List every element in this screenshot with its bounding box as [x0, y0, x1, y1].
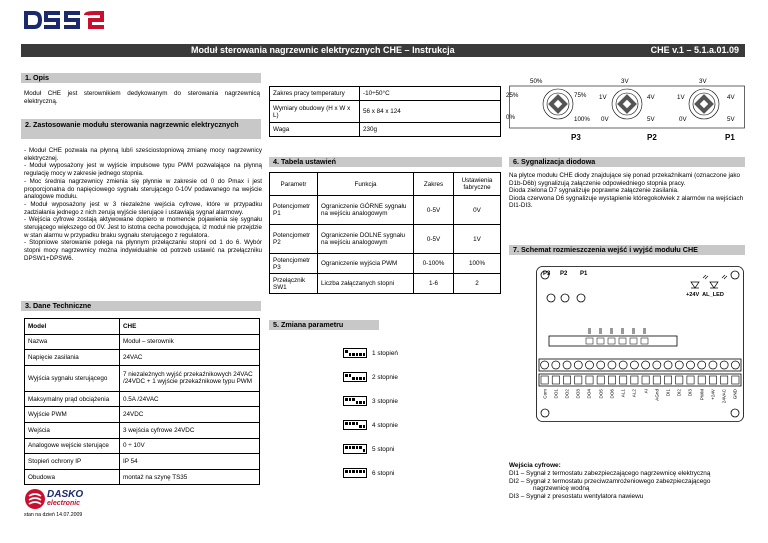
board-dip-cell — [630, 338, 637, 344]
col-funkcja: Funkcja — [318, 173, 414, 196]
p3-left-label: 25% — [506, 92, 519, 99]
p1-name: P1 — [725, 133, 735, 142]
tech-value-cell: CHE — [120, 319, 260, 335]
p2-min-label: 0V — [601, 116, 609, 123]
p1-max-label: 5V — [727, 116, 735, 123]
terminal-label: Com — [542, 389, 548, 399]
terminal-label: DO2 — [564, 389, 570, 399]
tech-value-cell: 24VDC — [120, 407, 260, 423]
terminal-block — [575, 376, 582, 384]
terminal-screw — [675, 361, 683, 369]
terminal-label: +24V — [710, 389, 716, 400]
board-p2-label: P2 — [560, 271, 568, 277]
terminal-labels — [539, 388, 741, 416]
settings-cell: 1V — [454, 225, 501, 254]
table-row — [270, 87, 501, 101]
dasko-logo-text: DASKO — [47, 489, 84, 500]
table-row — [25, 469, 260, 485]
settings-cell: Przełącznik SW1 — [270, 274, 318, 294]
p3-name: P3 — [571, 133, 581, 142]
board-dip-cell — [586, 338, 593, 344]
dip-setting-row — [343, 341, 433, 365]
section-1-text: Moduł CHE jest sterownikiem dedykowanym do sterowania nagrzewnicą elektryczną. — [24, 90, 260, 105]
dip-switch-list — [343, 341, 433, 485]
terminal-screw — [597, 361, 605, 369]
terminal-block — [552, 376, 559, 384]
table-row — [270, 101, 501, 123]
tech-label-cell: Model — [25, 319, 120, 335]
table-row — [25, 319, 260, 335]
board-p3-label: P3 — [543, 271, 551, 277]
digital-input-1: DI1 – Sygnał z termostatu zabezpieczającego nagrzewnicę elektryczną — [509, 469, 711, 477]
dip-setting-label: 5 stopni — [372, 445, 395, 453]
dasko-emblem-icon — [24, 488, 46, 510]
terminal-label: DO5 — [598, 389, 604, 399]
dip-setting-row — [343, 365, 433, 389]
terminal-block — [664, 376, 671, 384]
table-row — [25, 334, 260, 350]
settings-cell: Potencjometr P1 — [270, 196, 318, 225]
terminal-label: GND — [732, 389, 738, 400]
dip-setting-row — [343, 461, 433, 485]
terminal-label: DI3 — [687, 389, 693, 397]
dip-setting-row — [343, 437, 433, 461]
table-row — [25, 422, 260, 438]
terminal-screw — [574, 361, 582, 369]
terminal-screw — [630, 361, 638, 369]
footer-date: stan na dzień 14.07.2009 — [24, 512, 83, 518]
dip-setting-label: 1 stopień — [372, 349, 398, 357]
p1-right-label: 4V — [727, 94, 735, 101]
tech-label-cell: Waga — [270, 123, 360, 137]
terminal-label: DO3 — [575, 389, 581, 399]
settings-cell: Potencjometr P3 — [270, 254, 318, 274]
settings-cell: 2 — [454, 274, 501, 294]
terminal-block — [563, 376, 570, 384]
tech-value-cell: Moduł – sterownik — [120, 334, 260, 350]
tech-label-cell: Wejścia — [25, 422, 120, 438]
table-row — [25, 391, 260, 407]
terminal-label: DO6 — [609, 389, 615, 399]
terminal-screw — [608, 361, 616, 369]
digital-inputs — [509, 462, 745, 501]
section-2-heading: 2. Zastosowanie modułu sterowania nagrzewnic elektrycznych — [21, 119, 261, 139]
section-6-text: Na płytce modułu CHE diody znajdujące się ponad przekaźnikami (oznaczone jako D1b-D6b) sygnalizują załączenie odpowiedniego stopnia pracy. Dioda zielona D7 sygnalizuje poprawne załączenie zasilania. Dioda czerwona D6 sygnalizuje wystąpienie któregokolwiek z alarmów na wejściach DI1-DI3. — [509, 172, 744, 210]
terminal-block — [586, 376, 593, 384]
board-dip-cell — [608, 338, 615, 344]
tech-value-cell: -10÷50°C — [360, 87, 501, 101]
section-5-heading: 5. Zmiana parametru — [269, 320, 379, 330]
p2-left-label: 1V — [599, 94, 607, 101]
terminal-screw — [720, 361, 728, 369]
section-2-text: - Moduł CHE pozwala na płynną lub/i sześciostopniową zmianę mocy nagrzewnicy elektrycznej. - Moduł wyposażony jest w wyjście impulsowe typu PWM pozwalające na płynną regulację mocy w zakresie jednego stopnia. - Moc średnia nagrzewnicy zmienia się płynnie w zakresie od 0 do Pmax i jest proporcjonalna do napięciowego sygnału sterującego 0-10V podawanego na wejście analogowe modułu. - Moduł wyposażony jest w 3 niezależne wejścia cyfrowe, które w przypadku zadziałania jednego z nich zerują wyjście sterujące i ustawiają sygnał alarmowy. - Wejścia cyfrowe zostają aktywowane dopiero w momencie pojawienia się sygnału sterującego większego od 0V. Jest to istotna cecha powodująca, iż moduł nie przejdzie w stan alarmu w przypadku braku sygnału sterującego z regulatora. - Stopniowe sterowanie polega na płynnym przełączaniu stopni od 1 do 6. Wybór stopni mocy nagrzewnicy można indywidualnie od potrzeb ustawić na przełączniku DPSW1+DPSW6. — [24, 147, 262, 262]
col-fabryczne: Ustawienia fabryczne — [454, 173, 501, 196]
tech-data-table-2 — [269, 86, 501, 137]
board-dip-cell — [619, 338, 626, 344]
tech-value-cell: 3 wejścia cyfrowe 24VDC — [120, 422, 260, 438]
terminal-screw — [731, 361, 739, 369]
tech-label-cell: Wymiary obudowy (H x W x L) — [270, 101, 360, 123]
col-zakres: Zakres — [414, 173, 454, 196]
terminal-block — [597, 376, 604, 384]
terminal-screw — [552, 361, 560, 369]
p2-right-label: 4V — [647, 94, 655, 101]
section-3-heading: 3. Dane Techniczne — [21, 301, 261, 311]
dip-setting-row — [343, 389, 433, 413]
tech-label-cell: Analogowe wejście sterujące — [25, 438, 120, 454]
terminal-label: DO4 — [586, 389, 592, 399]
terminal-screw — [619, 361, 627, 369]
digital-input-2: DI2 – Sygnał z termostatu przeciwzamrożeniowego zabezpieczającego nagrzewnicę wodną — [509, 477, 711, 493]
settings-cell: Ograniczenie wyjścia PWM — [318, 254, 414, 274]
settings-cell: 0V — [454, 196, 501, 225]
dip-setting-label: 3 stopnie — [372, 397, 398, 405]
p2-top-label: 3V — [621, 78, 629, 85]
terminal-screw — [698, 361, 706, 369]
digital-inputs-heading: Wejścia cyfrowe: — [509, 462, 561, 469]
table-row — [270, 225, 501, 254]
dip-switch-icon — [343, 348, 367, 358]
dip-switch-icon — [343, 372, 367, 382]
tech-value-cell: montaż na szynę TS35 — [120, 469, 260, 485]
section-4-heading: 4. Tabela ustawień — [269, 157, 502, 167]
terminal-block — [709, 376, 716, 384]
potentiometer-drawing — [509, 78, 745, 148]
board-led-label: +24V AL_LED — [686, 292, 724, 298]
settings-cell: 0-5V — [414, 196, 454, 225]
table-row — [25, 454, 260, 470]
terminal-block — [653, 376, 660, 384]
board-schematic — [536, 266, 744, 422]
settings-cell: 0-5V — [414, 225, 454, 254]
table-row — [270, 196, 501, 225]
tech-label-cell: Wyjście PWM — [25, 407, 120, 423]
section-6-heading: 6. Sygnalizacja diodowa — [509, 157, 745, 167]
dip-setting-row — [343, 413, 433, 437]
tech-label-cell: Zakres pracy temperatury — [270, 87, 360, 101]
tech-label-cell: Nazwa — [25, 334, 120, 350]
dip-switch-icon — [343, 396, 367, 406]
tech-label-cell: Obudowa — [25, 469, 120, 485]
tech-value-cell: 0 ÷ 10V — [120, 438, 260, 454]
digital-input-3: DI3 – Sygnał z presostatu wentylatora nawiewu — [509, 493, 644, 501]
terminal-block — [608, 376, 615, 384]
table-row — [270, 274, 501, 294]
terminal-screw — [709, 361, 717, 369]
dss2-logo — [24, 9, 114, 31]
section-1-heading: 1. Opis — [21, 73, 261, 83]
dip-switch-icon — [343, 468, 367, 478]
table-row — [270, 254, 501, 274]
table-row — [25, 350, 260, 366]
tech-label-cell: Maksymalny prąd obciążenia — [25, 391, 120, 407]
terminal-block — [698, 376, 705, 384]
terminal-label: AI — [643, 389, 649, 394]
terminal-screw — [687, 361, 695, 369]
tech-value-cell: IP 54 — [120, 454, 260, 470]
terminal-block — [620, 376, 627, 384]
p3-right-label: 75% — [574, 92, 587, 99]
board-p1-label: P1 — [580, 271, 588, 277]
terminal-screw — [664, 361, 672, 369]
terminal-block — [732, 376, 739, 384]
col-parametr: Parametr — [270, 173, 318, 196]
p1-top-label: 3V — [699, 78, 707, 85]
terminal-screw — [642, 361, 650, 369]
settings-table — [269, 172, 501, 294]
terminal-label: DO1 — [553, 389, 559, 399]
dip-setting-label: 4 stopnie — [372, 421, 398, 429]
tech-value-cell: 56 x 84 x 124 — [360, 101, 501, 123]
table-row — [25, 365, 260, 391]
terminal-label: AGnd — [654, 389, 660, 401]
potentiometer-panel — [506, 78, 745, 148]
p1-left-label: 1V — [677, 94, 685, 101]
p2-max-label: 5V — [647, 116, 655, 123]
settings-cell: Ograniczenie DOLNE sygnału na wejściu analogowym — [318, 225, 414, 254]
terminal-label: 24VAC — [721, 389, 727, 404]
p3-max-label: 100% — [574, 116, 590, 123]
terminal-block — [687, 376, 694, 384]
board-dip-cell — [597, 338, 604, 344]
dasko-logo — [24, 488, 94, 510]
terminal-label: DI1 — [665, 389, 671, 397]
tech-value-cell: 24VAC — [120, 350, 260, 366]
tech-value-cell: 230g — [360, 123, 501, 137]
dasko-logo-subtext: electronic — [47, 500, 81, 507]
settings-cell: Potencjometr P2 — [270, 225, 318, 254]
tech-data-table — [24, 318, 260, 485]
title-bar — [21, 44, 745, 57]
terminal-block — [642, 376, 649, 384]
terminal-screw — [653, 361, 661, 369]
dip-setting-label: 6 stopni — [372, 469, 395, 477]
dip-switch-icon — [343, 444, 367, 454]
terminal-block — [631, 376, 638, 384]
table-row — [25, 407, 260, 423]
terminal-block — [676, 376, 683, 384]
table-row — [25, 438, 260, 454]
settings-cell: 1-6 — [414, 274, 454, 294]
terminal-label: PWM — [699, 389, 705, 401]
tech-label-cell: Wyjścia sygnału sterującego — [25, 365, 120, 391]
terminal-screw — [563, 361, 571, 369]
tech-label-cell: Stopień ochrony IP — [25, 454, 120, 470]
terminal-screw — [586, 361, 594, 369]
page-title: Moduł sterowania nagrzewnic elektrycznych CHE – Instrukcja — [191, 45, 455, 55]
settings-cell: 0-100% — [414, 254, 454, 274]
terminal-screw — [541, 361, 549, 369]
terminal-label: AL2 — [631, 389, 637, 398]
p2-name: P2 — [647, 133, 657, 142]
p1-min-label: 0V — [679, 116, 687, 123]
settings-cell: 100% — [454, 254, 501, 274]
table-row — [270, 123, 501, 137]
dip-setting-label: 2 stopnie — [372, 373, 398, 381]
tech-value-cell: 0.5A /24VAC — [120, 391, 260, 407]
terminal-label: DI2 — [676, 389, 682, 397]
dip-switch-icon — [343, 420, 367, 430]
tech-label-cell: Napięcie zasilania — [25, 350, 120, 366]
terminal-block — [541, 376, 548, 384]
tech-value-cell: 7 niezależnych wyjść przekaźnikowych 24VAC /24VDC + 1 wyjście przekaźnikowe typu PWM — [120, 365, 260, 391]
terminal-block — [721, 376, 728, 384]
p3-top-label: 50% — [530, 78, 543, 85]
board-dip-cell — [641, 338, 648, 344]
terminal-label: AL1 — [620, 389, 626, 398]
settings-cell: Ograniczenie GÓRNE sygnału na wejściu analogowym — [318, 196, 414, 225]
p3-min-label: 0% — [506, 114, 515, 121]
version-label: CHE v.1 – 5.1.a.01.09 — [650, 45, 739, 55]
section-7-heading: 7. Schemat rozmieszczenia wejść i wyjść modułu CHE — [509, 245, 745, 255]
settings-cell: Liczba załączanych stopni — [318, 274, 414, 294]
